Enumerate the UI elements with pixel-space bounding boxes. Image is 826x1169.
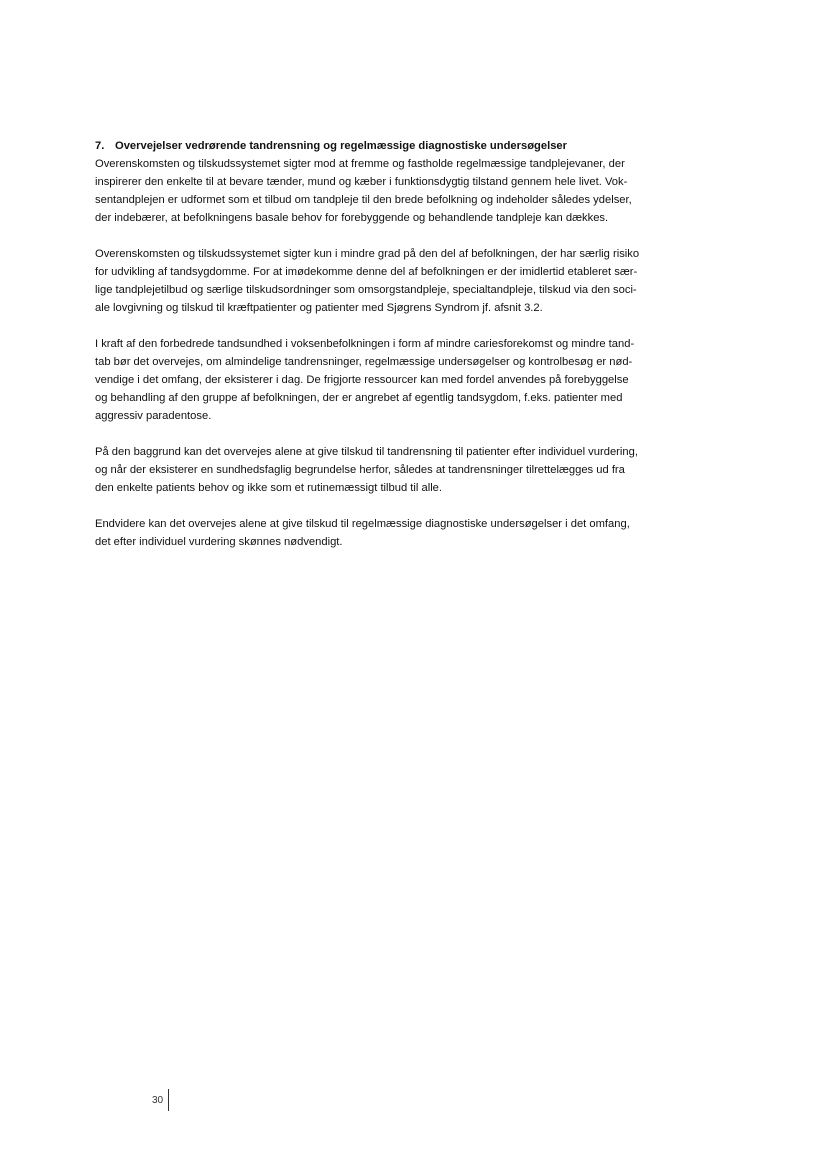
text-line: Endvidere kan det overvejes alene at give tilskud til regelmæssige diagnostiske undersøgelser i det omfang, — [95, 518, 630, 530]
text-line: lige tandplejetilbud og særlige tilskudsordninger som omsorgstandpleje, specialtandpleje, tilskud via den soci- — [95, 284, 637, 296]
text-line: aggressiv paradentose. — [95, 410, 212, 422]
text-line: På den baggrund kan det overvejes alene at give tilskud til tandrensning til patienter efter individuel vurdering, — [95, 446, 638, 458]
text-line: I kraft af den forbedrede tandsundhed i voksenbefolkningen i form af mindre cariesforekomst og mindre tand- — [95, 338, 635, 350]
text-line: sentandplejen er udformet som et tilbud om tandpleje til den brede befolkning og indeholder således ydelser, — [95, 194, 632, 206]
page-number: 30 — [152, 1094, 164, 1106]
text-line: den enkelte patients behov og ikke som et rutinemæssigt tilbud til alle. — [95, 482, 443, 494]
paragraph-1 — [95, 155, 685, 227]
text-line: inspirerer den enkelte til at bevare tænder, mund og kæber i funktionsdygtig tilstand gennem hele livet. Vok- — [95, 176, 628, 188]
text-line: der indebærer, at befolkningens basale behov for forebyggende og behandlende tandpleje kan dækkes. — [95, 212, 609, 224]
text-line: det efter individuel vurdering skønnes nødvendigt. — [95, 536, 343, 548]
section-heading — [95, 137, 685, 155]
page-footer — [152, 1089, 169, 1111]
text-line: tab bør det overvejes, om almindelige tandrensninger, regelmæssige undersøgelser og kontrolbesøg er nød- — [95, 356, 633, 368]
text-line: for udvikling af tandsygdomme. For at imødekomme denne del af befolkningen er der imidlertid etableret sær- — [95, 266, 638, 278]
text-line: og når der eksisterer en sundhedsfaglig begrundelse herfor, således at tandrensninger tilrettelægges ud fra — [95, 464, 625, 476]
text-line: ale lovgivning og tilskud til kræftpatienter og patienter med Sjøgrens Syndrom jf. afsnit 3.2. — [95, 302, 543, 314]
paragraph-3 — [95, 335, 685, 425]
text-line: Overenskomsten og tilskudssystemet sigter mod at fremme og fastholde regelmæssige tandplejevaner, der — [95, 158, 625, 170]
section-number: 7. — [95, 140, 105, 152]
text-line: Overenskomsten og tilskudssystemet sigter kun i mindre grad på den del af befolkningen, der har særlig risiko — [95, 248, 640, 260]
paragraph-5 — [95, 515, 685, 551]
footer-divider — [168, 1089, 169, 1111]
section-title: Overvejelser vedrørende tandrensning og regelmæssige diagnostiske undersøgelser — [115, 140, 568, 152]
section-content — [95, 137, 685, 569]
text-line: og behandling af den gruppe af befolkningen, der er angrebet af egentlig tandsygdom, f.eks. patienter med — [95, 392, 623, 404]
text-line: vendige i det omfang, der eksisterer i dag. De frigjorte ressourcer kan med fordel anvendes på forebyggelse — [95, 374, 629, 386]
paragraph-4 — [95, 443, 685, 497]
paragraph-2 — [95, 245, 685, 317]
